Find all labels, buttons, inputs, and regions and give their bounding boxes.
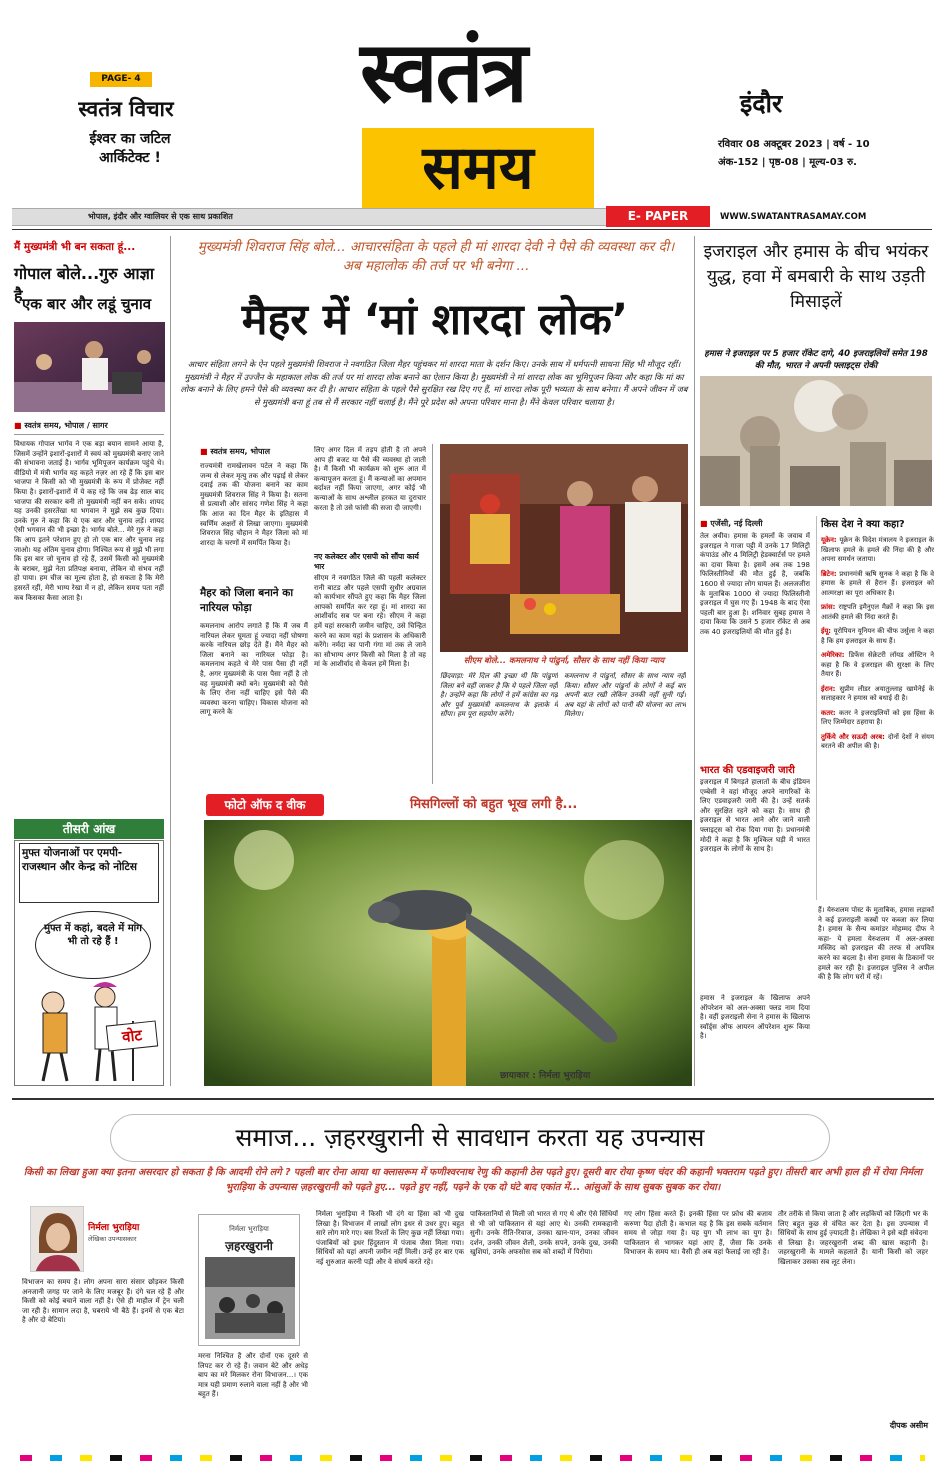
world-reaction-country: ईयू: [821, 627, 834, 635]
right-headline: इजराइल और हमास के बीच भयंकर युद्ध, हवा में बमबारी के साथ उड़ती मिसाइलें [703, 242, 929, 312]
cartoon-bubble: मुफ्त में कहां, बदले में मांग भी तो रहे हैं ! [35, 911, 151, 979]
right-body-2: इजराइल में बिगड़ते हालातों के बीच इंडियन एम्बेसी ने वहां मौजूद अपने नागरिकों के लिए एडवाइजरी जारी की है। उन्हें सतर्क और सुरक्षित रहने को कहा है। साथ ही इजराइल से भारत आने और जाने वाली फ्लाइट्स को रोक दिया गया है। प्रधानमंत्री मोदी ने कहा है कि मुश्किल घड़ी में भारत इजराइल के लोगों के साथ है। [700, 778, 810, 854]
author-photo [30, 1206, 84, 1272]
world-reaction-text: यूक्रेन के विदेश मंत्रालय ने इजराइल के खिलाफ हमले के हमले की निंदा की है और अपना समर्थन जताया। [821, 536, 934, 563]
world-reaction-item [821, 733, 934, 752]
lead-col1b: कमलनाथ आरोप लगाते हैं कि मैं जब मैं नारियल लेकर घूमता हूं ज्यादा नहीं घोषणा करके नारियल छोड़ देते हैं। मैंने मैहर को जिला बनाने का नारियल फोड़ा है। कमलनाथ कहते थे मेरे पास पैसा ही नहीं है, अगर मुख्यमंत्री के पास पैसा नहीं है तो वह मुख्यमंत्री क्यों बने। मुख्यमंत्री को पैसे के लिए रोना नहीं चाहिए इसे पैसे की व्यवस्था करना चाहिए। विकास योजना को लागू करने के [200, 622, 308, 717]
world-reaction-country: तुर्किये और सऊदी अरब: [821, 732, 888, 741]
lead-col1: राज्यमंत्री रामखेलावन पटेल ने कहा कि जन्म से लेकर मृत्यु तक और पढ़ाई से लेकर दवाई तक की योजना बनाने का काम मुख्यमंत्री शिवराज सिंह ने किया है। सतना से प्रत्याशी और सांसद गणेश सिंह ने कहा कि आज का दिन मैहर के इतिहास में स्वर्णिम अक्षरों से लिखा जाएगा। मुख्यमंत्री शिवराज सिंह चौहान ने मैहर जिला को मां शारदा के चरणों में समर्पित किया है। [200, 462, 308, 547]
cartoon-vote-sign: वोट [106, 1020, 158, 1051]
world-reaction-item [821, 603, 934, 622]
author-role: लेखिका उपन्यासकार [88, 1235, 137, 1243]
date-line: रविवार 08 अक्टूबर 2023 | वर्ष - 10 [718, 139, 870, 150]
book-col4: पाकिस्तानियों से मिली जो भारत से गए थे और ऐसे सिंधियों से भी जो पाकिस्तान से यहां आए थे। उनकी रामकहानी सुनी। उनके रीति-रिवाज, उनका खान-पान, उनका जीवन दर्शन, उनकी जीवन शैली, उनके सपने, उनके दुख, उनकी खुशियां, उनके अफसोस सब को शब्दों में पिरोया। [470, 1210, 618, 1257]
world-reaction-item [821, 536, 934, 565]
issue-line: अंक-152 | पृष्ठ-08 | मूल्य-03 रु. [718, 157, 857, 168]
masthead-title-top: स्वतंत्र [360, 23, 526, 121]
lead-photo-caption: सीएम बोले... कमलनाथ ने पांढुर्ना, सौसर के साथ नहीं किया न्याय [440, 652, 688, 668]
section-title: स्वतंत्र विचार [78, 97, 174, 121]
world-reaction-text: कतर ने इजराइलियों को इस हिंसा के लिए जिम्मेदार ठहराया है। [821, 708, 934, 726]
lead-subhead: मैहर को जिला बनाने का नारियल फोड़ा [200, 587, 294, 614]
lead-kicker: मुख्यमंत्री शिवराज सिंह बोले... आचारसंहिता के पहले ही मां शारदा देवी ने पैसे की व्यवस्था कर दी। अब महालोक की तर्ज पर भी बनेगा ... [197, 239, 675, 274]
lead-photo [440, 444, 688, 652]
photo-week-label: फोटो ऑफ द वीक [206, 794, 324, 816]
right-byline: ■ एजेंसी, नई दिल्ली [700, 519, 763, 528]
col-divider-right [694, 236, 695, 1086]
right-photo [700, 376, 932, 506]
book-col5: गए लोग हिंसा करते हैं। इनकी हिंसा पर फ्रोध की बजाय करुणा पैदा होती है। कभाल यह है कि इस सबके वर्तमान समय से जोड़ा गया है। यह युग भी लाभ का युग है। पाकिस्तान से भागकर यहां आए हैं, जैसा कि उनके विभाजन के समय था। वैसी ही अब वहां फैलाई जा रही है। [624, 1210, 772, 1257]
photo-week-credit: छायाकार : निर्मला भुराड़िया [500, 1071, 591, 1081]
section-teaser: ईश्वर का जटिल आर्किटेक्ट ! [89, 131, 171, 166]
cartoon-title: तीसरी आंख [14, 819, 164, 839]
world-reaction-text: सुप्रीम लीडर अयातुल्लाह खामेनेई के सलाहकार ने हमास को बधाई दी है। [821, 684, 934, 702]
lead-side-1: छिंदवाड़ा: मेरे दिल की इच्छा थी कि पांढुर्णा जिला बने वहीं जाकर है कि ये पहले जिला नहीं है। उन्होंने कहा कि लोगों ने हमें कांग्रेस का गढ़ और पूर्व मुख्यमंत्री कमलनाथ के इलाके में सौंपा। हम पूरा सहयोग करेंगे। [440, 672, 558, 719]
lead-col2: लिए अगर दिल में तड़प होती है तो अपने आप ही बजट या पैसे की व्यवस्था हो जाती है। मैं किसी भी कार्यक्रम को शुरू आत में कन्यापूजन करता हूं। मैं कन्याओं का अपमान बर्दाश्त नहीं किया जाएगा, अगर कोई भी कन्याओं के साथ अश्लील हरकत या दुराचार करता है तो उसे फांसी की सजा दी जाएगी। [314, 446, 426, 512]
edition-text: भोपाल, इंदौर और ग्वालियर से एक साथ प्रकाशित [88, 212, 233, 221]
lead-side-2: कमलनाथ ने पांढुर्ना, सौसर के साथ न्याय नहीं किया। सौसर और पांढुर्ना के लोगों ने कई बार अपनी बात रखी लेकिन उनकी नहीं सुनी गई। अब यहां के लोगों को पानी की योजना का लाभ मिलेगा। [564, 672, 686, 719]
book-col6: तौर तरीके से किया जाता है और लड़कियों को जिंदगी भर के लिए बहुत कुछ से वंचित कर देता है। इस उपन्यास में सिंधियों के साथ हुई ज़्यादती है। लेखिका ने इसे बड़ी संवेदना से लिखा है। जहरखुरानी शब्द की खास कहानी है। जहरखुरानी के मामले कहलाते हैं। यानी किसी को जहर खिलाकर उसका सब लूट लेना। [778, 1210, 928, 1266]
world-reactions-title: किस देश ने क्या कहा? [821, 519, 905, 530]
right-body-4: हैं। येरुशलम पोस्ट के मुताबिक, हमास लड़ाकों ने कई इजराइली कस्बों पर कब्जा कर लिया है। हमास के सैन्य कमांडर मोहम्मद दीफ ने कहा- ये हमला येरुशलम में अल-अक्सा मस्जिद को इजराइल की तरफ से अपवित्र करने का बदला है। सेना हमास के ठिकानों पर हमले कर रही है। इजराइल पुलिस ने अपील की है कि लोग घरों में रहें। [818, 906, 934, 982]
world-reaction-country: अमेरिका: [821, 651, 849, 659]
world-reaction-item [821, 570, 934, 599]
right-body-3: हमास ने इजराइल के खिलाफ अपने ऑपरेशन को अल-अक्सा फ्लड नाम दिया है। वहीं इजराइली सेना ने हमास के खिलाफ स्वॉर्ड्स ऑफ आयरन ऑपरेशन शुरू किया है। [700, 994, 810, 1041]
lead-col-divider [432, 444, 433, 784]
author-name: निर्मला भुराड़िया [88, 1223, 140, 1233]
lead-headline: मैहर में ‘मां शारदा लोक’ [241, 295, 629, 345]
world-reactions-box [816, 516, 934, 900]
registration-bar [20, 1455, 925, 1461]
left-byline: ■ स्वतंत्र समय, भोपाल / सागर [14, 421, 108, 430]
right-deck: हमास ने इजराइल पर 5 हजार रॉकेट दागे, 40 इजराइलियों समेत 198 की मौत, भारत ने अपनी फ्लाइट्स रोकी [704, 349, 928, 371]
world-reaction-item [821, 627, 934, 646]
epaper-badge: E- PAPER [606, 206, 710, 227]
cartoon-news-box: मुफ्त योजनाओं पर एमपी-राजस्थान और केन्द्र को नोटिस [19, 843, 159, 903]
website-link[interactable]: WWW.SWATANTRASAMAY.COM [720, 212, 867, 222]
book-cover [198, 1214, 300, 1346]
world-reaction-country: कतर: [821, 708, 839, 717]
world-reaction-text: दोनों देशों ने संयम बरतने की अपील की है। [821, 732, 934, 750]
world-reaction-text: राष्ट्रपति इमैनुएल मैक्रों ने कहा कि इस आतंकी हमले की निंदा करते हैं। [821, 603, 934, 621]
world-reaction-item [821, 685, 934, 704]
book-col2: मरना निश्चित है और दोनों एक दूसरे से लिपट कर रो रहे हैं। जवान बेटे और अधेड़ बाप का मरे मिलकर रोना विभाजन...। एक मात्र यही प्रमाण रुलाने वाला नहीं है और भी बहुत हैं। [198, 1352, 308, 1399]
world-reaction-text: यूरोपियन यूनियन की चीफ उर्सुला ने कहा है कि हम इजराइल के साथ हैं। [821, 627, 934, 645]
world-reaction-item [821, 651, 934, 680]
book-cover-title: ज़हरखुरानी [225, 1239, 273, 1253]
left-headline-2: एक बार और लडूं चुनाव [22, 295, 152, 313]
world-reaction-item [821, 709, 934, 728]
masthead-rule [12, 229, 932, 230]
left-byline-rule [14, 434, 164, 435]
lead-intro: आचार संहिता लगने के ऐन पहले मुख्यमंत्री शिवराज ने नवगठित जिला मैहर पहुंचकर मां शारदा माता के दर्शन किए। उनके साथ में धर्मपत्नी साधना सिंह भी मौजूद रहीं। मुख्यमंत्री ने मैहर में उज्जैन के महाकाल लोक की तर्ज पर मां शारदा लोक बनाने का ऐलान किया है। मुख्यमंत्री ने मां शारदा लोक का भूमिपूजन किया और कहा कि मां का लोक बनाने के लिए हमने पैसे की व्यवस्था कर दी है। आचार संहिता के पहले पैसे सुरक्षित रख दिए गए हैं, मां शारदा लोक पूरी भव्यता के साथ बनेगा। मैं अपने जीवन में जब से मुख्यमंत्री बना हूं तब से मैं सरकार नहीं चलाई है। मैंने पूरे प्रदेश को अपना परिवार माना है। मैंने केवल परिवार चलाया है। [180, 359, 688, 407]
photo-week-image [204, 820, 692, 1086]
world-reactions-list [821, 536, 934, 752]
cartoon-panel [14, 840, 164, 1086]
city-name: इंदौर [740, 89, 783, 118]
book-signature: दीपक असीम [889, 1421, 928, 1430]
lead-byline: ■ स्वतंत्र समय, भोपाल [200, 447, 271, 456]
right-subhead: भारत की एडवाइजरी जारी [700, 765, 795, 776]
book-col1: विभाजन का समय है। लोग अपना सारा संसार छोड़कर किसी अनजानी जगह पर जाने के लिए मजबूर हैं। दंगे चल रहे हैं और किसी को कोई बचाने वाला नहीं है। ऐसे ही माहौल में ट्रेन चली जा रही है। सामान लदा है, घबराये भी बैठे हैं। इनमें से एक बेटा है और दो बेटियां। [22, 1278, 184, 1325]
book-deck: किसी का लिखा हुआ क्या इतना असरदार हो सकता है कि आदमी रोने लगे ? पहली बार रोना आया था क्लासरूम में फणीश्वरनाथ रेणु की कहानी ठेस पढ़ते हुए। दूसरी बार रोया कृष्ण चंदर की कहानी भक्तराम पढ़ते हुए। तीसरी बार अभी हाल ही में रोया निर्मला भुराड़िया के उपन्यास ज़हरखुरानी को पढ़ते हुए... पढ़ते हुए नहीं, पढ़ने के एक दो घंटे बाद एकांत में... आंसुओं के साथ सुबक सुबक कर रोया। [23, 1167, 923, 1193]
book-cover-author: निर्मला भुराड़िया [229, 1225, 269, 1233]
world-reaction-text: डिफेंस सेक्रेटरी लॉयड ऑस्टिन ने कहा है कि वे इजराइल की सुरक्षा के लिए तैयार हैं। [821, 651, 934, 678]
world-reaction-country: ब्रिटेन: [821, 569, 840, 578]
book-headline: समाज... ज़हरखुरानी से सावधान करता यह उपन्यास [235, 1123, 705, 1152]
left-photo [14, 322, 165, 412]
world-reaction-country: ईरान: [821, 684, 840, 693]
book-col3: निर्मला भुराड़िया ने किसी भी दंगे या हिंसा को भी दुख लिखा है। विभाजन में लाखों लोग इधर से उधर हुए। बहुत सारे लोग मारे गए। बस रिश्तों के लिए कुछ नहीं लिखा गया। पंजाबियों को इधर हिंदुस्तान में पंजाब जैसा मिला गया। सिंधियों को यहां अपनी जमीन नहीं मिली। उन्हें हर बार एक नई शुरुआत करनी पड़ी और वे संघर्ष करते रहे। [316, 1210, 464, 1266]
right-body: तेल अवीव। हमास के हमलों के जवाब में इजराइल ने गाजा पट्टी में उनके 17 मिलिट्री कंपाउंड और 4 मिलिट्री हेडक्वार्टर्स पर हमले का दावा किया है। इसमें अब तक 198 फिलिस्तीनियों की मौत हुई है, जबकि 1600 से ज्यादा लोग घायल हैं। अलजजीरा के मुताबिक 1000 से ज्यादा फिलिस्तीनी इजराइल में घुस गए हैं। 1948 के बाद ऐसा पहली बार हुआ है। शनिवार सुबह हमास ने दावा किया कि उसने 5 हजार रॉकेट से अब तक 40 इजराइलियों की मौत हुई है। [700, 532, 810, 636]
left-body: विधायक गोपाल भार्गव ने एक बड़ा बयान सामने आया है, जिसमें उन्होंने इशारों-इशारों में स्वयं को मुख्यमंत्री बनाए जाने की संभावना जताई है। भार्गव भूमिपूजन कार्यक्रम पहुंचे थे। वीडियो में मंत्री भार्गव यह कहते नज़र आ रहे हैं कि इस बार भाजपा ने किसी को भी मुख्यमंत्री के रूप में प्रोजेक्ट नहीं किया है। इशारों-इशारों में ये कह रहे कि जब ढेड़ साल बाद भाजपा की सरकार बनी तो मुख्यमंत्री नहीं बन सके। शायद यह उनकी हसरतेंखा था भगवान ने मुझे सब कुछ दिया। उनके गुरु ने कहा कि ये एक बार और चुनाव लड़ें। शायद ऐसी भगवान की भी इच्छा है। भार्गव बोले... मेरे गुरु ने कहा कि आप इतने परेशान हुए हो तो एक बार और चुनाव लड़ जाओ। यह अंतिम चुनाव होगा। निश्चित रूप से मुझे भी लगा कि इस बार जो चुनाव हो रहे हैं, उसमें किसी को मुख्यमंत्री के बराबर, मुझे नेता प्रतिपक्ष बनाया, लेकिन वो संभव नहीं हो पाया। हम चीज का मूल्य होता है, हो सकता है कि मेरी हसरतें रहीं, मेरी भाग्य रेखा में न हो, लेकिन समय पता नहीं कब किसका कैसा आता है। [14, 440, 164, 602]
left-headline-1: गोपाल बोले...गुरु आज्ञा है [14, 264, 155, 305]
masthead-title-bottom: समय [422, 133, 534, 203]
col-divider-left [170, 236, 171, 1086]
lead-col2b: सीएम ने नवगठित जिले की पहली कलेक्टर रानी बाटड और पहले एसपी सुधीर अग्रवाल को कार्यभार सौंपते हुए कहा कि मैहर जिला आपको समर्पित कर रहा हूं। मां शारदा का आशीर्वाद सब पर बना रहे। सीएम ने कहा हमें यहां सरकारी जमीन चाहिए, उसे चिन्हित करने का काम यहां के प्रशासन के अधिकारी करेंगे। नर्मदा का पानी गंगा मां तक ले जाने का सौभाग्य अगर किसी को मिला है तो वह मां के आशीर्वाद से केवल हमें मिला है। [314, 574, 426, 669]
left-kicker: मैं मुख्यमंत्री भी बन सकता हूं... [14, 241, 136, 253]
world-reaction-text: प्रधानमंत्री ऋषि सुनक ने कहा है कि वे हमास के हमले से हैरान हैं। इजराइल को आत्मरक्षा का पूरा अधिकार है। [821, 569, 934, 597]
world-reaction-country: फ्रांस: [821, 603, 839, 611]
page-label: PAGE- 4 [90, 72, 152, 87]
photo-week-caption: मिसगिल्लों को बहुत भूख लगी है... [410, 797, 578, 812]
world-reaction-country: यूक्रेन: [821, 536, 840, 544]
lead-subhead-2: नए कलेक्टर और एसपी को सौंपा कार्य भार [314, 552, 419, 571]
